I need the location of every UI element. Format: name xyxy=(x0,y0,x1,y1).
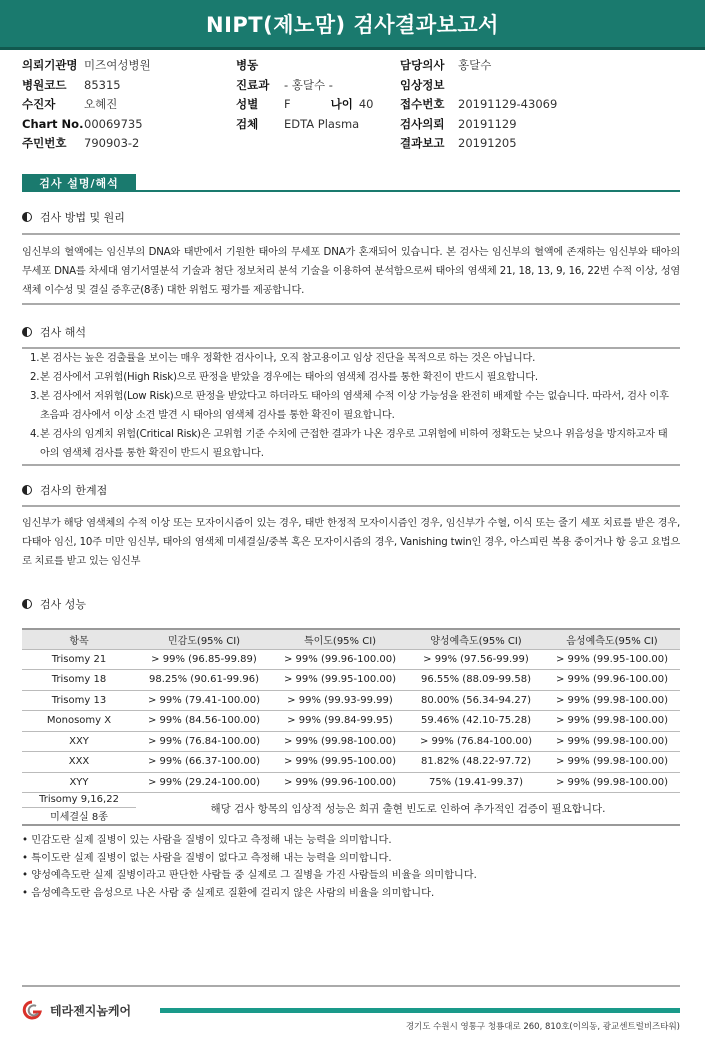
table-cell: > 99% (79.41-100.00) xyxy=(136,690,272,711)
table-cell: Monosomy X xyxy=(22,711,136,732)
info-row xyxy=(400,95,557,115)
info-label: 진료과 xyxy=(236,77,270,92)
limitations-paragraph: 임신부가 해당 염색체의 수적 이상 또는 모자이시즘이 있는 경우, 태반 한정적 모자이시즘인 경우, 임신부가 수혈, 이식 또는 줄기 세포 치료를 받은 경우, 다태아 임신, 10주 미만 임신부, 태아의 염색체 미세결실/중복 혹은 모자이시즘의 경우, Vanishing twin인 경우, 아스피린 복용 중이거나 항 응고 요법으로 치료를 받고 있는 임신부 xyxy=(22,518,680,567)
subheading-method xyxy=(22,209,125,225)
table-cell: Trisomy 13 xyxy=(22,690,136,711)
info-label: 담당의사 xyxy=(400,58,445,72)
subheading-text: 검사 해석 xyxy=(40,326,87,339)
info-row xyxy=(400,115,557,135)
info-value: 20191129 xyxy=(458,116,517,131)
table-cell: 81.82% (48.22-97.72) xyxy=(408,752,544,773)
table-cell: > 99% (29.24-100.00) xyxy=(136,772,272,793)
info-row xyxy=(236,76,373,96)
half-circle-icon xyxy=(22,599,32,609)
logo-text: 테라젠지놈케어 xyxy=(50,1003,132,1018)
info-label: 접수번호 xyxy=(400,97,445,111)
table-cell: Trisomy 18 xyxy=(22,670,136,691)
table-cell: XXY xyxy=(22,731,136,752)
table-cell: > 99% (99.95-100.00) xyxy=(272,752,408,773)
list-item xyxy=(30,425,670,463)
table-cell: > 99% (99.98-100.00) xyxy=(544,690,680,711)
definitions-list xyxy=(22,832,477,902)
info-row xyxy=(22,76,151,96)
table-cell: > 99% (99.98-100.00) xyxy=(544,711,680,732)
performance-table xyxy=(22,628,680,793)
table-cell: 80.00% (56.34-94.27) xyxy=(408,690,544,711)
table-cell: > 99% (76.84-100.00) xyxy=(408,731,544,752)
list-item xyxy=(30,368,670,387)
info-label: 검체 xyxy=(236,116,259,131)
table-cell: > 99% (84.56-100.00) xyxy=(136,711,272,732)
half-circle-icon xyxy=(22,212,32,222)
info-row xyxy=(400,56,557,76)
table-cell: Trisomy 21 xyxy=(22,649,136,670)
info-value: F xyxy=(284,97,291,111)
footer-accent-bar xyxy=(160,1008,680,1013)
info-row xyxy=(22,56,151,76)
report-title: NIPT(제노맘) 검사결과보고서 xyxy=(206,12,499,37)
info-value: EDTA Plasma xyxy=(284,116,360,131)
table-cell: > 99% (66.37-100.00) xyxy=(136,752,272,773)
half-circle-icon xyxy=(22,327,32,337)
info-label: 결과보고 xyxy=(400,136,445,150)
divider xyxy=(22,233,680,235)
table-cell: > 99% (99.96-100.00) xyxy=(272,772,408,793)
list-number: 2. xyxy=(30,372,40,383)
interpretation-list xyxy=(30,349,670,463)
info-row xyxy=(22,95,151,115)
extra-item-label: 미세결실 8종 xyxy=(50,812,108,823)
table-cell: > 99% (99.98-100.00) xyxy=(544,772,680,793)
table-header-row xyxy=(22,629,680,649)
info-label: 수진자 xyxy=(22,97,56,111)
info-value: 홍달수 xyxy=(458,58,492,72)
info-value: 미즈여성병원 xyxy=(84,58,151,72)
info-value: 790903-2 xyxy=(84,136,140,150)
extra-item-label: Trisomy 9,16,22 xyxy=(22,792,136,808)
info-label: 의뢰기관명 xyxy=(22,58,78,72)
list-text: 본 검사에서 저위험(Low Risk)으로 판정을 받았다고 하더라도 태아의 염색체 수적 이상 가능성을 완전히 배제할 수는 없습니다. 따라서, 검사 이후 초음파 검사에서 이상 소견 발견 시 태아의 염색체 검사를 통한 확진이 필요합니다. xyxy=(40,391,669,421)
section-divider xyxy=(22,190,680,192)
table-cell: 98.25% (90.61-99.96) xyxy=(136,670,272,691)
divider xyxy=(22,303,680,305)
extra-items-note: 해당 검사 항목의 임상적 성능은 희귀 출현 빈도로 인하여 추가적인 검증이 필요합니다. xyxy=(210,803,606,815)
list-number: 3. xyxy=(30,391,40,402)
info-label: 병원코드 xyxy=(22,77,67,92)
extra-items-row xyxy=(22,792,680,826)
divider xyxy=(22,505,680,507)
subheading-performance xyxy=(22,596,86,612)
info-row xyxy=(400,76,557,96)
table-cell: > 99% (97.56-99.99) xyxy=(408,649,544,670)
table-cell: > 99% (99.98-100.00) xyxy=(544,752,680,773)
info-label: 주민번호 xyxy=(22,136,67,150)
info-row xyxy=(236,115,373,135)
table-cell: 96.55% (88.09-99.58) xyxy=(408,670,544,691)
list-text: 본 검사는 높은 검출률을 보이는 매우 정확한 검사이나, 오직 참고용이고 임상 진단을 목적으로 하는 것은 아닙니다. xyxy=(40,353,536,364)
info-column-3 xyxy=(400,56,557,154)
info-value: 85315 xyxy=(84,77,121,92)
table-row xyxy=(22,752,680,773)
info-row xyxy=(236,95,373,115)
table-row xyxy=(22,731,680,752)
table-cell: > 99% (99.98-100.00) xyxy=(544,731,680,752)
table-cell: > 99% (99.98-100.00) xyxy=(272,731,408,752)
table-cell: > 99% (99.95-100.00) xyxy=(544,649,680,670)
report-header xyxy=(0,0,705,50)
list-text: 본 검사의 임계치 위험(Critical Risk)은 고위험 기준 수치에 근접한 결과가 나온 경우로 고위험에 비하여 정확도는 낮으나 위음성을 방지하고자 태아의 염색체 검사를 통한 확진이 반드시 필요합니다. xyxy=(40,429,668,459)
list-text: 본 검사에서 고위험(High Risk)으로 판정을 받았을 경우에는 태아의 염색체 검사를 통한 확진이 반드시 필요합니다. xyxy=(40,372,538,383)
table-row xyxy=(22,649,680,670)
company-address: 경기도 수원시 영통구 청룡대로 260, 810호(이의동, 광교센트럴비즈타워) xyxy=(405,1022,680,1032)
column-header: 특이도(95% CI) xyxy=(272,629,408,649)
subheading-limitations xyxy=(22,482,107,498)
logo-mark-icon xyxy=(18,1000,46,1020)
age-value: 40 xyxy=(358,97,374,111)
info-value: 20191205 xyxy=(458,136,517,150)
info-label: 성별 xyxy=(236,97,259,111)
table-cell: XYY xyxy=(22,772,136,793)
subheading-text: 검사 방법 및 원리 xyxy=(40,211,125,224)
info-row xyxy=(236,56,373,76)
column-header: 항목 xyxy=(22,629,136,649)
table-row xyxy=(22,670,680,691)
definition-item: • 민감도란 실제 질병이 있는 사람을 질병이 있다고 측정해 내는 능력을 의미합니다. xyxy=(22,832,477,850)
info-row xyxy=(400,134,557,154)
column-header: 양성예측도(95% CI) xyxy=(408,629,544,649)
column-header: 민감도(95% CI) xyxy=(136,629,272,649)
subheading-text: 검사의 한계점 xyxy=(40,484,108,497)
divider xyxy=(22,464,680,466)
info-column-1 xyxy=(22,56,151,154)
info-label: 검사의뢰 xyxy=(400,116,445,131)
column-header: 음성예측도(95% CI) xyxy=(544,629,680,649)
table-cell: 59.46% (42.10-75.28) xyxy=(408,711,544,732)
info-row xyxy=(22,134,151,154)
age-label: 나이 xyxy=(330,97,353,111)
info-value: 20191129-43069 xyxy=(458,97,558,111)
section-tab: 검사 설명/해석 xyxy=(22,174,136,192)
table-cell: > 99% (99.95-100.00) xyxy=(272,670,408,691)
info-value: 00069735 xyxy=(84,116,143,131)
age-field xyxy=(331,95,374,115)
info-row xyxy=(22,115,151,135)
list-number: 4. xyxy=(30,429,40,440)
table-row xyxy=(22,690,680,711)
info-label: 임상정보 xyxy=(400,77,445,92)
footer-divider xyxy=(22,985,680,987)
table-row xyxy=(22,711,680,732)
table-cell: > 99% (99.96-100.00) xyxy=(272,649,408,670)
info-label: Chart No. xyxy=(22,116,84,131)
definition-item: • 특이도란 실제 질병이 없는 사람을 질병이 없다고 측정해 내는 능력을 의미합니다. xyxy=(22,850,477,868)
method-paragraph: 임신부의 혈액에는 임신부의 DNA와 태반에서 기원한 태아의 무세포 DNA가 혼재되어 있습니다. 본 검사는 임신부의 혈액에 존재하는 임신부와 태아의 무세포 DNA를 차세대 염기서열분석 기술과 첨단 정보처리 분석 기술을 이용하여 분석함으로써 태아의 염색체 21, 18, 13, 9, 16, 22번 수적 이상, 성염색체 이수성 및 결실 증후군(8종) 대한 위험도 평가를 제공합니다. xyxy=(22,247,680,296)
subheading-text: 검사 성능 xyxy=(40,598,87,611)
info-column-2 xyxy=(236,56,373,134)
list-item xyxy=(30,349,670,368)
subheading-interpretation xyxy=(22,324,86,340)
table-cell: > 99% (76.84-100.00) xyxy=(136,731,272,752)
table-row xyxy=(22,772,680,793)
definition-item: • 양성예측도란 실제 질병이라고 판단한 사람들 중 실제로 그 질병을 가진 사람들의 비율을 의미합니다. xyxy=(22,867,477,885)
half-circle-icon xyxy=(22,485,32,495)
table-cell: XXX xyxy=(22,752,136,773)
info-value: 오혜진 xyxy=(84,97,118,111)
table-cell: 75% (19.41-99.37) xyxy=(408,772,544,793)
info-value: - 홍달수 - xyxy=(284,77,333,92)
table-cell: > 99% (99.93-99.99) xyxy=(272,690,408,711)
table-cell: > 99% (99.96-100.00) xyxy=(544,670,680,691)
company-logo xyxy=(18,1000,131,1020)
table-cell: > 99% (99.84-99.95) xyxy=(272,711,408,732)
list-number: 1. xyxy=(30,353,40,364)
info-label: 병동 xyxy=(236,58,259,72)
table-cell: > 99% (96.85-99.89) xyxy=(136,649,272,670)
list-item xyxy=(30,387,670,425)
definition-item: • 음성예측도란 음성으로 나온 사람 중 실제로 질환에 걸리지 않은 사람의 비율을 의미합니다. xyxy=(22,885,477,903)
